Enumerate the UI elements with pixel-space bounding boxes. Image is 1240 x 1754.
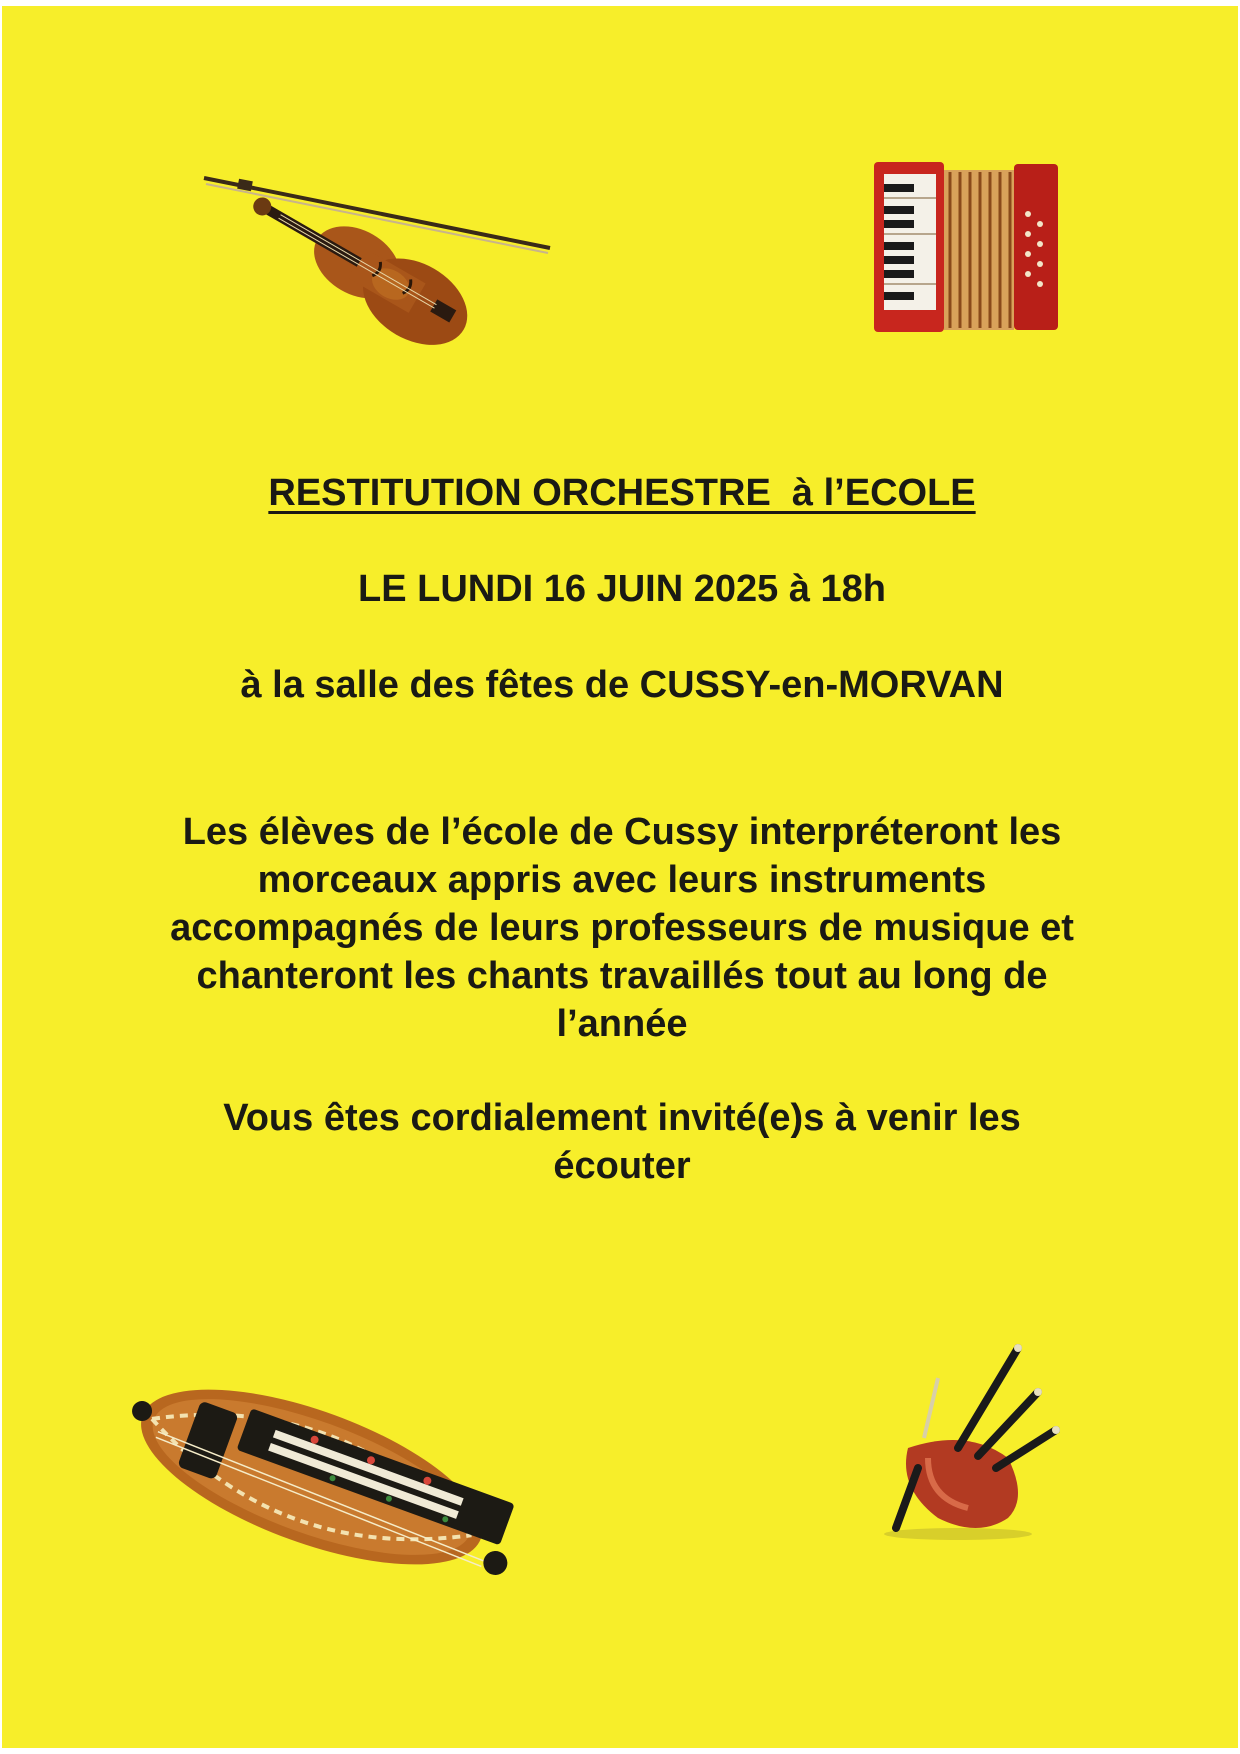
poster-title: RESTITUTION ORCHESTRE à l’ECOLE xyxy=(268,472,976,514)
event-description xyxy=(2,808,1240,1048)
poster-page xyxy=(2,6,1238,1748)
invitation-line: Vous êtes cordialement invité(e)s à venir les xyxy=(223,1097,1021,1139)
description-line: Les élèves de l’école de Cussy interpréteront les xyxy=(182,811,1062,853)
description-line: accompagnés de leurs professeurs de musique et xyxy=(170,907,1074,949)
bagpipe-icon xyxy=(868,1338,1068,1548)
hurdy-gurdy-icon xyxy=(114,1358,574,1594)
description-line: l’année xyxy=(556,1003,688,1045)
description-line: chanteront les chants travaillés tout au long de xyxy=(196,955,1048,997)
violin-icon xyxy=(198,156,558,346)
invitation-text xyxy=(2,1094,1240,1190)
event-date: LE LUNDI 16 JUIN 2025 à 18h xyxy=(358,568,886,610)
invitation-line: écouter xyxy=(553,1145,691,1187)
accordion-icon xyxy=(868,154,1068,344)
description-line: morceaux appris avec leurs instruments xyxy=(257,859,987,901)
event-venue: à la salle des fêtes de CUSSY-en-MORVAN xyxy=(240,664,1004,706)
